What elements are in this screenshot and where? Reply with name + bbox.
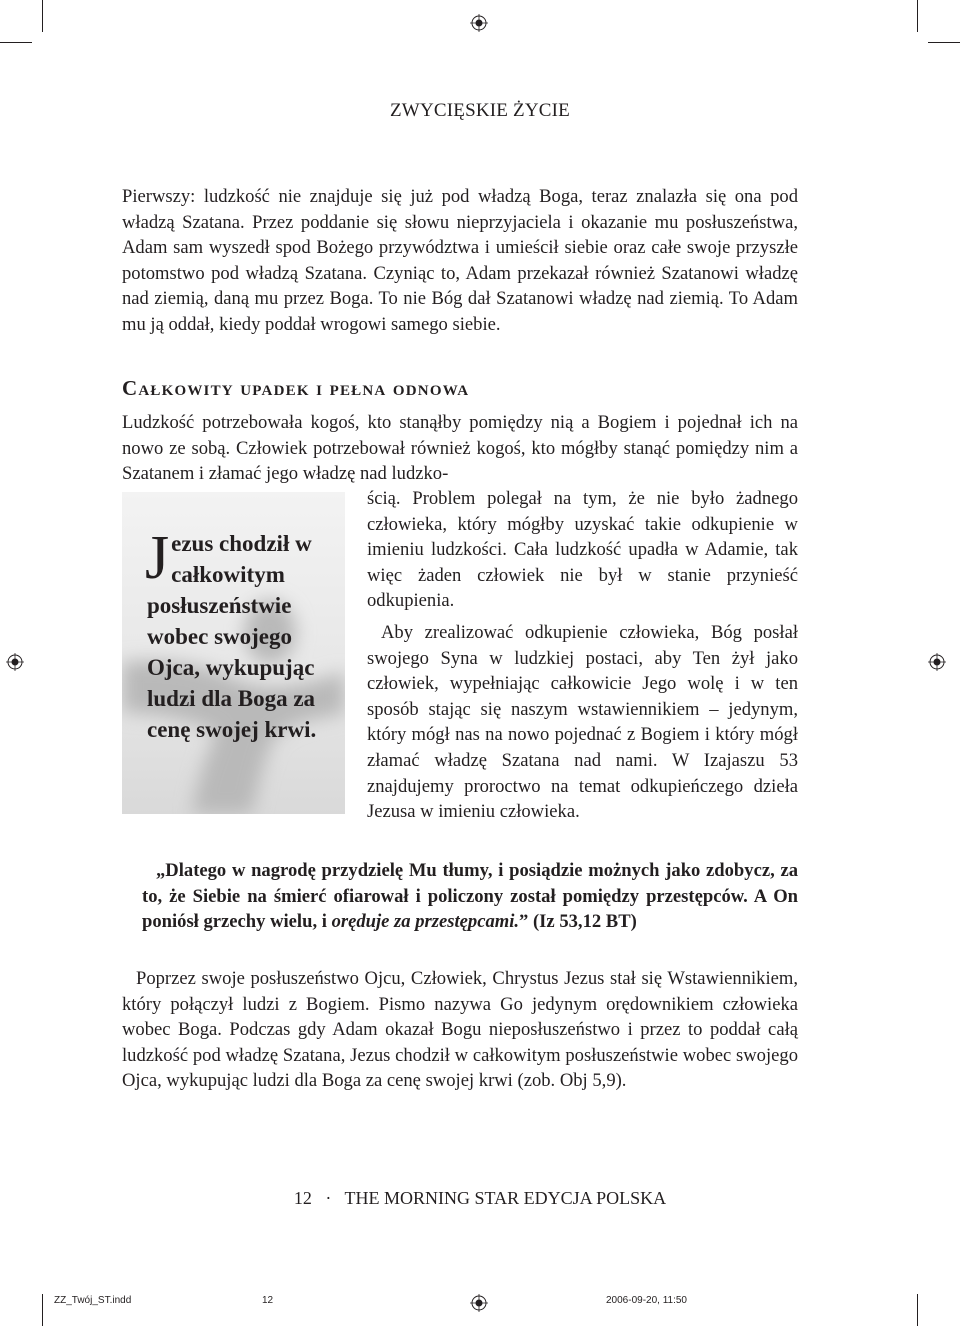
- scripture-emphasis: oręduje za przestępcami.: [331, 911, 520, 933]
- pull-quote-drop-cap: J: [145, 524, 170, 592]
- registration-mark-icon: [928, 653, 946, 671]
- crop-mark: [42, 0, 43, 32]
- section-paragraph-lead: Ludzkość potrzebowała kogoś, kto stanąłby pomiędzy nią a Bogiem i pojednał ich na nowo ze sobą. Człowiek potrzebował również kogoś, kto mógłby stanąć pomiędzy nim a Szatanem i złamać jego władzę nad ludzko-: [122, 412, 798, 485]
- registration-mark-icon: [6, 653, 24, 671]
- section-heading: Całkowity upadek i pełna odnowa: [122, 376, 470, 400]
- crop-mark: [42, 1294, 43, 1326]
- slug-timestamp: 2006-09-20, 11:50: [606, 1295, 687, 1306]
- crop-mark: [917, 1294, 918, 1326]
- page-number: 12: [293, 1188, 312, 1208]
- publication-name: THE MORNING STAR EDYCJA POLSKA: [344, 1188, 667, 1208]
- pull-quote: [145, 524, 337, 745]
- scripture-reference: ” (Iz 53,12 BT): [519, 911, 637, 933]
- final-section: [122, 966, 798, 1094]
- section-paragraph-lead-block: [122, 410, 798, 487]
- pull-quote-box: [122, 492, 345, 814]
- intro-section: [122, 184, 798, 338]
- scripture-text: „Dlatego w nagrodę przydzielę Mu tłumy, i posiądzie możnych jako zdobycz, za to, że Siebie na śmierć ofiarował i policzony został pomiędzy przestępców. A On poniósł grzechy wielu, i: [142, 860, 798, 933]
- scripture-paragraph: [142, 858, 798, 935]
- crop-mark: [0, 42, 32, 43]
- right-column: [367, 486, 798, 825]
- crop-mark: [928, 42, 960, 43]
- running-head: ZWYCIĘSKIE ŻYCIE: [390, 100, 570, 121]
- footer-separator: ·: [325, 1188, 332, 1208]
- redemption-paragraph: Aby zrealizować odkupienie człowieka, Bóg posłał swojego Syna w ludzkiej postaci, aby Ten żył jako człowiek, wypełniając całkowicie Jego wolę i w ten sposób stając się naszym wstawiennikiem – jedynym, który mógł nas na nowo pojednać z Bogiem i który mógł złamać władzę Szatana nad nami. W Izajaszu 53 znajdujemy proroctwo na temat odkupieńczego dzieła Jezusa w imieniu człowieka.: [367, 621, 798, 823]
- scripture-quote: [142, 858, 798, 935]
- final-paragraph: Poprzez swoje posłuszeństwo Ojcu, Człowiek, Chrystus Jezus stał się Wstawiennikiem, który połączył ludzi z Bogiem. Pismo nazywa Go jedynym orędownikiem człowieka wobec Boga. Podczas gdy Adam okazał Bogu nieposłuszeństwo i przez to poddał całą ludzkość pod władzę Szatana, Jezus chodził w całkowitym posłuszeństwie wobec swojego Ojca, wykupując ludzi dla Boga za cenę swojej krwi (zob. Obj 5,9).: [122, 968, 798, 1092]
- slug-file: ZZ_Twój_ST.indd: [54, 1295, 132, 1306]
- section-paragraph-rest: ścią. Problem polegał na tym, że nie było żadnego człowieka, który mógłby uzyskać takie odkupienie w imieniu ludzkości. Cała ludzkość upadła w Adamie, tak więc żaden człowiek nie był w stanie przynieść odkupienia.: [367, 488, 798, 612]
- pull-quote-text: ezus chodził w całkowitym posłuszeństwie wobec swojego Ojca, wykupując ludzi dla Boga za cenę swojej krwi.: [147, 531, 317, 742]
- registration-mark-icon: [470, 14, 488, 32]
- page-footer: [0, 1188, 960, 1209]
- intro-paragraph: Pierwszy: ludzkość nie znajduje się już pod władzą Boga, teraz znalazła się ona pod władzą Szatana. Przez poddanie się słowu nieprzyjaciela i okazanie mu posłuszeństwa, Adam sam wyszedł spod Bożego przywództwa i umieścił siebie oraz całe swoje przyszłe potomstwo pod władzą Szatana. Czyniąc to, Adam przekazał również Szatanowi władzę nad ziemią, daną mu przez Boga. To nie Bóg dał Szatanowi władzę nad ziemią. To Adam mu ją oddał, kiedy poddał wrogowi samego siebie.: [122, 186, 798, 335]
- crop-mark: [917, 0, 918, 32]
- slug-page: 12: [262, 1295, 274, 1306]
- registration-mark-icon: [470, 1294, 488, 1312]
